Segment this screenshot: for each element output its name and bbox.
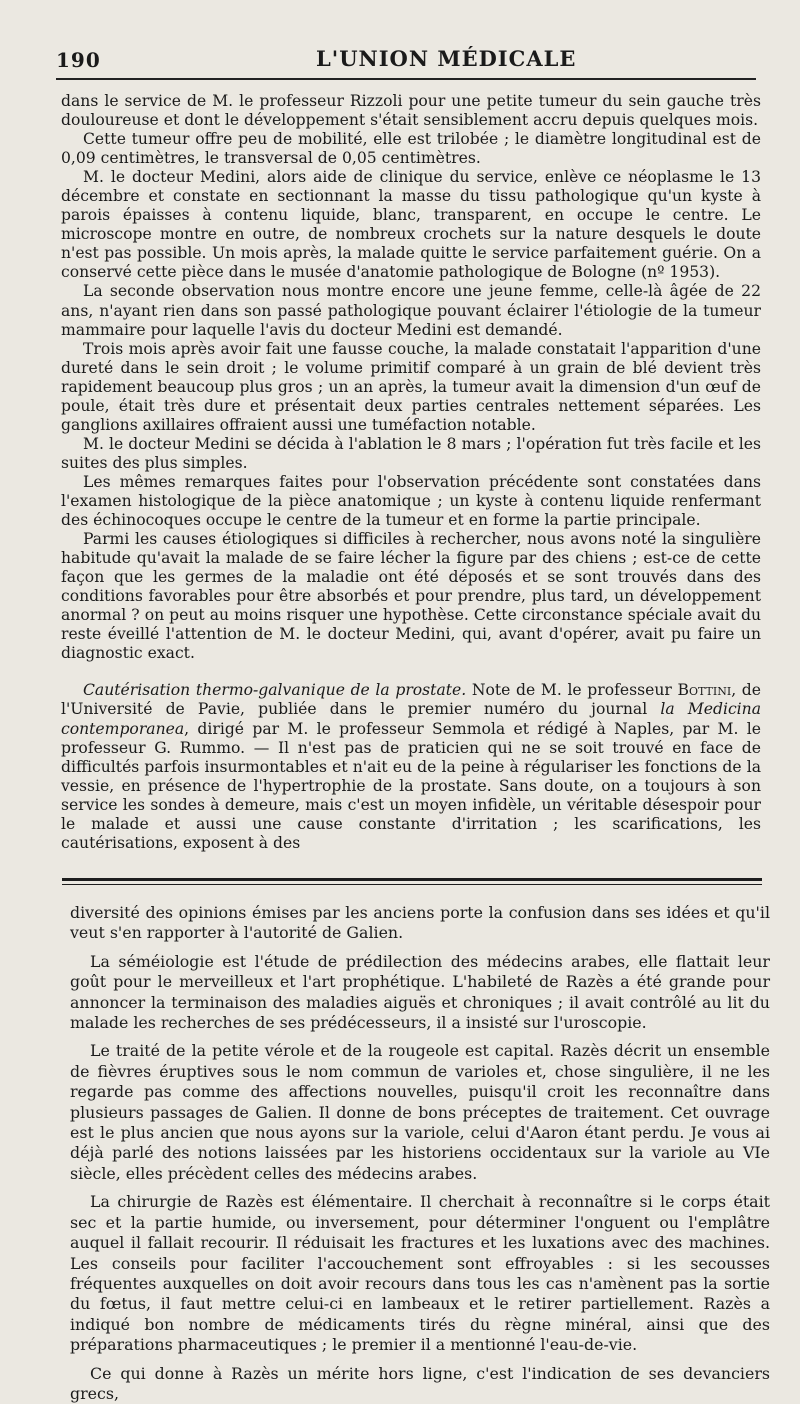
note-title: Cautérisation thermo-galvanique de la prostate.: [83, 681, 467, 700]
note-text: Note de M. le professeur: [466, 681, 678, 700]
paragraph: Trois mois après avoir fait une fausse couche, la malade constatait l'apparition d'une dureté dans le sein droit ; le volume primitif comparé à un grain de blé devient très rapidement beaucoup plus gros ; un an après, la tumeur avait la dimension d'un œuf de poule, était très dure et présentait deux parties centrales nettement séparées. Les ganglions axillaires offraient aussi une tuméfaction notable.: [61, 339, 761, 434]
feuilleton-separator: [62, 878, 762, 885]
note-text: , de l'Université de Pavie, publiée dans le premier numéro du journal: [61, 681, 761, 719]
main-column: [61, 92, 761, 853]
note-author: Bottini: [677, 681, 732, 700]
page-number: 190: [56, 48, 101, 72]
page-header: [50, 44, 760, 74]
paragraph: Parmi les causes étiologiques si difficiles à rechercher, nous avons noté la singulière habitude qu'avait la malade de se faire lécher la figure par des chiens ; est-ce de cette façon que les germes de la maladie ont été déposés et se sont trouvés dans des conditions favorables pour être absorbés et pour prendre, plus tard, un développement anormal ? on peut au moins risquer une hypothèse. Cette circonstance spéciale avait du reste éveillé l'attention de M. le docteur Medini, qui, avant d'opérer, avait pu faire un diagnostic exact.: [61, 530, 761, 663]
paragraph: M. le docteur Medini, alors aide de clinique du service, enlève ce néoplasme le 13 décembre et constate en sectionnant la masse du tissu pathologique qu'un kyste à parois épaisses à contenu liquide, blanc, transparent, en occupe le centre. Le microscope montre en outre, de nombreux crochets sur la nature desquels le doute n'est pas possible. Un mois après, la malade quitte le service parfaitement guérie. On a conservé cette pièce dans le musée d'anatomie pathologique de Bologne (nº 1953).: [61, 168, 761, 282]
paragraph: La seconde observation nous montre encore une jeune femme, celle-là âgée de 22 ans, n'ayant rien dans son passé pathologique pouvant éclairer l'étiologie de la tumeur mammaire pour laquelle l'avis du docteur Medini est demandé.: [61, 282, 761, 339]
running-title: L'UNION MÉDICALE: [316, 46, 577, 71]
paragraph: Les mêmes remarques faites pour l'observation précédente sont constatées dans l'examen histologique de la pièce anatomique ; un kyste à contenu liquide renfermant des échinocoques occupe le centre de la tumeur et en forme la partie principale.: [61, 472, 761, 530]
paragraph: M. le docteur Medini se décida à l'ablation le 8 mars ; l'opération fut très facile et les suites des plus simples.: [61, 434, 761, 472]
paragraph: Le traité de la petite vérole et de la rougeole est capital. Razès décrit un ensemble de fièvres éruptives sous le nom commun de varioles et, chose singulière, il ne les regarde pas comme des affections nouvelles, puisqu'il croit les reconnaître dans plusieurs passages de Galien. Il donne de bons préceptes de traitement. Cet ouvrage est le plus ancien que nous ayons sur la variole, celui d'Aaron étant perdu. Je vous ai déjà parlé des notions laissées par les historiens occidentaux sur la variole au VIe siècle, elles précèdent celles des médecins arabes.: [70, 1041, 770, 1183]
feuilleton-column: [70, 903, 770, 1404]
separator-thick-rule: [62, 878, 762, 881]
separator-thin-rule: [62, 884, 762, 885]
bottini-note: [61, 681, 761, 852]
note-text: , dirigé par M. le professeur Semmola et rédigé à Naples, par M. le professeur G. Rummo. — Il n'est pas de praticien qui ne se soit trouvé en face de difficultés parfois insurmontables et n'ait eu de la peine à régulariser les fonctions de la vessie, en présence de l'hypertrophie de la prostate. Sans doute, on a toujours à son service les sondes à demeure, mais c'est un moyen infidèle, un véritable désespoir pour le malade et aussi une cause constante d'irritation ; les scarifications, les cautérisations, exposent à des: [61, 719, 761, 852]
paragraph: diversité des opinions émises par les anciens porte la confusion dans ses idées et qu'il veut s'en rapporter à l'autorité de Galien.: [70, 903, 770, 943]
paragraph: Cette tumeur offre peu de mobilité, elle est trilobée ; le diamètre longitudinal est de 0,09 centimètres, le transversal de 0,05 centimètres.: [61, 130, 761, 168]
header-rule: [56, 78, 756, 80]
paragraph: dans le service de M. le professeur Rizzoli pour une petite tumeur du sein gauche très douloureuse et dont le développement s'était sensiblement accru depuis quelques mois.: [61, 92, 761, 130]
note-journal: la Medicina contemporanea: [61, 700, 762, 738]
paragraph: La séméiologie est l'étude de prédilection des médecins arabes, elle flattait leur goût pour le merveilleux et l'art prophétique. L'habileté de Razès a été grande pour annoncer la terminaison des maladies aiguës et chroniques ; il avait contrôlé au lit du malade les recherches de ses prédécesseurs, il a insisté sur l'uroscopie.: [70, 951, 770, 1033]
paragraph: Ce qui donne à Razès un mérite hors ligne, c'est l'indication de ses devanciers grecs,: [70, 1363, 770, 1403]
paragraph: La chirurgie de Razès est élémentaire. Il cherchait à reconnaître si le corps était sec et la partie humide, ou inversement, pour déterminer l'onguent ou l'emplâtre auquel il fallait recourir. Il réduisait les fractures et les luxations avec des machines. Les conseils pour faciliter l'accouchement sont effroyables : si les secousses fréquentes auxquelles on doit avoir recours dans tous les cas n'amènent pas la sortie du fœtus, il faut mettre celui-ci en lambeaux et le retirer partiellement. Razès a indiqué bon nombre de médicaments tirés du règne minéral, ainsi que des préparations pharmaceutiques ; le premier il a mentionné l'eau-de-vie.: [70, 1192, 770, 1355]
